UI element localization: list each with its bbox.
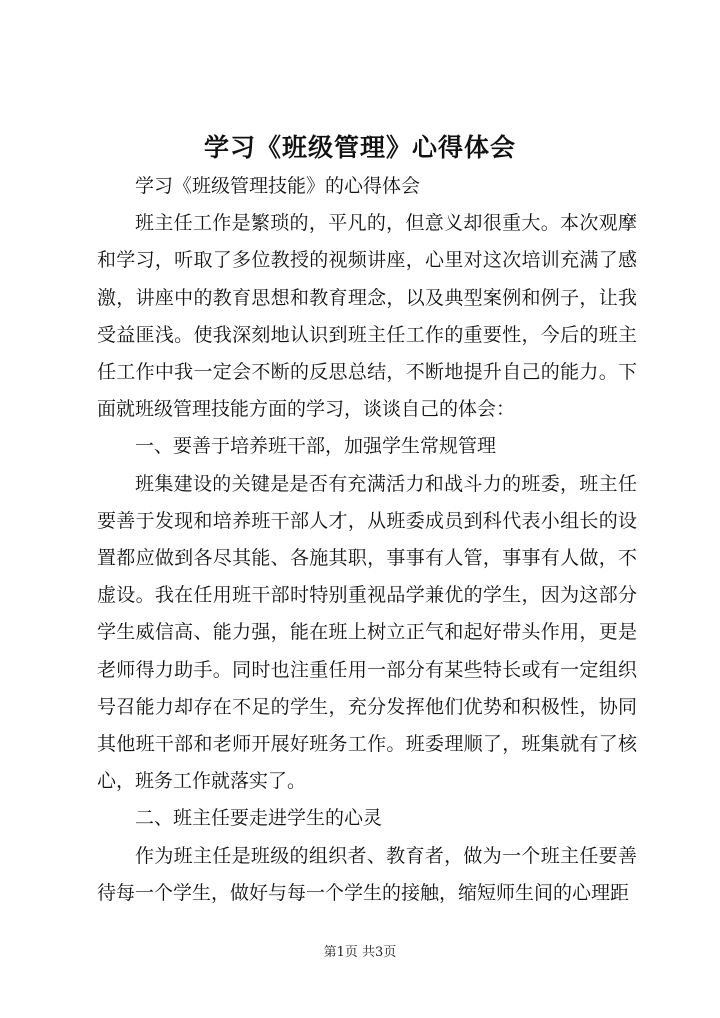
body-paragraph: 班主任工作是繁琐的，平凡的，但意义却很重大。本次观摩和学习，听取了多位教授的视频讲座，心里对这次培训充满了感激，讲座中的教育思想和教育理念，以及典型案例和例子，让我受益匪浅。使我深刻地认识到班主任工作的重要性，今后的班主任工作中我一定会不断的反思总结，不断地提升自己的能力。下面就班级管理技能方面的学习，谈谈自己的体会：: [97, 212, 637, 421]
body-paragraph: 作为班主任是班级的组织者、教育者，做为一个班主任要善待每一个学生，做好与每一个学生的接触，缩短师生间的心理距: [97, 844, 637, 904]
section-heading: 一、要善于培养班干部，加强学生常规管理: [135, 435, 497, 458]
document-body: [97, 168, 637, 912]
subtitle-paragraph: 学习《班级管理技能》的心得体会: [135, 175, 421, 197]
body-paragraph: 班集建设的关键是是否有充满活力和战斗力的班委，班主任要善于发现和培养班干部人才，从班委成员到科代表小组长的设置都应做到各尽其能、各施其职，事事有人管，事事有人做，不虚设。我在任用班干部时特别重视品学兼优的学生，因为这部分学生威信高、能力强，能在班上树立正气和起好带头作用，更是老师得力助手。同时也注重任用一部分有某些特长或有一定组织号召能力却存在不足的学生，充分发挥他们优势和积极性，协同其他班干部和老师开展好班务工作。班委理顺了，班集就有了核心，班务工作就落实了。: [97, 472, 637, 793]
section-heading: 二、班主任要走进学生的心灵: [135, 807, 383, 830]
page-number: 第1页 共3页: [323, 945, 397, 960]
document-title: 学习《班级管理》心得体会: [203, 133, 516, 162]
